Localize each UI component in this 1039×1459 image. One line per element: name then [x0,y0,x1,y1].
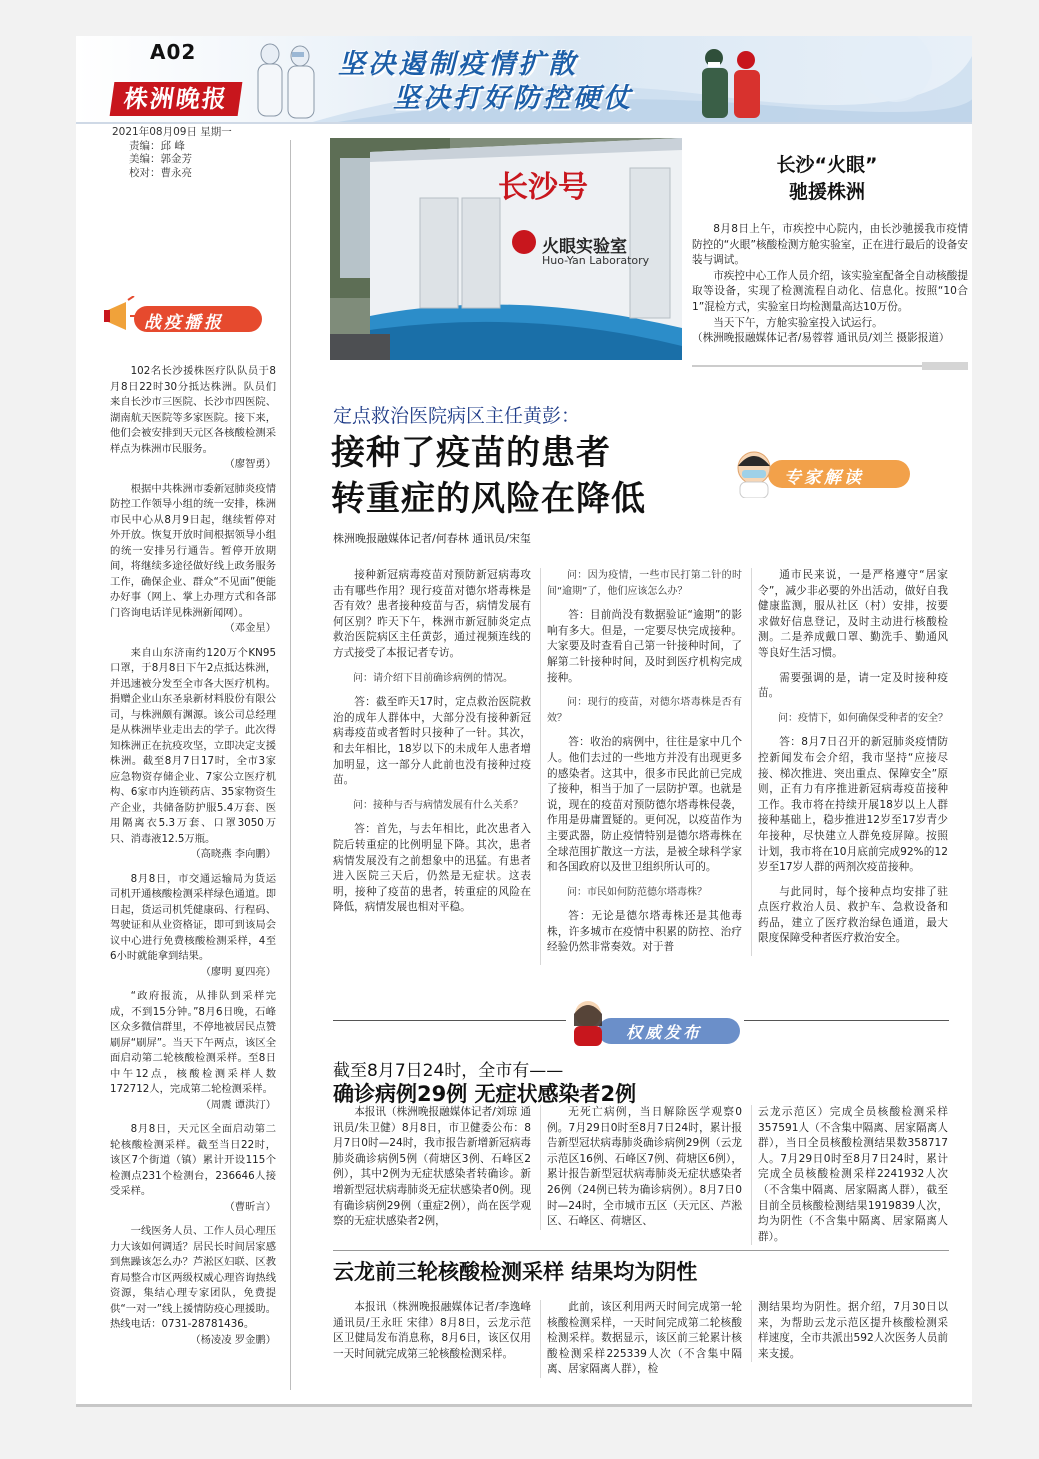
interview-answer: 答：首先，与去年相比，此次患者入院后转重症的比例明显下降。其次，患者病情发展没有之前想象中的迅猛。有患者进入医院三天后，仍然是无症状。这表明，接种了疫苗的患者，转重症的风险在降低，病情发展也相对平稳。 [333,823,531,914]
article-column-2 [540,568,742,965]
article-headline [331,430,646,522]
brief-news-item [110,872,276,981]
interview-question: 问：现行的疫苗，对德尔塔毒株是否有效？ [547,697,742,724]
brief-news-source: （杨凌凌 罗金鹏） [190,1333,276,1346]
section-divider [333,1250,949,1251]
brief-news-item [110,1224,276,1348]
brief-news-text: “政府报流，从排队到采样完成，不到15分钟。”8月6日晚，石峰区众多微信群里，不停地被居民点赞刷屏“刷屏”。当天下午两点，该区全面启动第二轮核酸检测采样。至8日中午12点，核酸检测采样人数172712人，完成第二轮检测采样。 [110,990,276,1095]
interview-question: 问：请介绍下目前确诊病例的情况。 [353,672,513,684]
page-bottom-rule [76,1404,972,1407]
brief-news-text: 102名长沙援株医疗队队员于8月8日22时30分抵达株洲。队员们来自长沙市三医院、长沙市四医院、湖南航天医院等多家医院。接下来，他们会被安排到天元区各核酸检测采样点为株洲市民服务。 [110,365,276,455]
caption-paragraph: 当天下午，方舱实验室投入试运行。 [713,316,883,329]
brief-news-item [110,989,276,1113]
interview-answer: 答：无论是德尔塔毒株还是其他毒株，许多城市在疫情中积累的防控、治疗经验仍然非常奏效。对于普 [547,910,742,954]
interview-question: 问：因为疫情，一些市民打第二针的时间“逾期”了，他们应该怎么办？ [547,570,742,597]
story-column-2 [540,1300,742,1378]
medical-workers-illustration [248,40,328,122]
slogan-line-2: 坚决打好防控硬仗 [393,83,633,114]
brief-news-source: （廖智勇） [224,458,276,470]
story-headline: 云龙前三轮核酸检测采样 结果均为阴性 [333,1260,698,1284]
brief-news-item [110,482,276,637]
article-column-3 [751,568,948,956]
story-column-1 [333,1300,531,1362]
caption-paragraph: 8月8日上午，市疾控中心院内，由长沙驰援我市疫情防控的“火眼”核酸检测方舱实验室，正在进行最后的设备安装与调试。 [692,223,968,267]
report-paragraph: 本报讯（株洲晚报融媒体记者/刘琼 通讯员/朱卫健）8月8日，市卫健委公布：8月7日0时—24时，我市报告新增新冠病毒肺炎确诊病例5例（荷塘区3例、石峰区2例），其中2例为无症状感染者转确诊。新增新型冠状病毒肺炎无症状感染者0例。现有确诊病例29例（重症2例），尚在医学观察的无症状感染者2例， [333,1106,531,1228]
headline-line-1: 接种了疫苗的患者 [331,433,611,473]
authority-badge [566,996,744,1048]
brief-news-text: 一线医务人员、工作人员心理压力大该如何调适？居民长时间居家感到焦躁该怎么办？芦淞区妇联、区教育局整合市区两级权威心理咨询热线资源，集结心理专家团队，免费提供“一对一”线上援情防疫心理援助。热线电话：0731-28781436。 [110,1225,276,1330]
article-kicker: 定点救治医院病区主任黄彭： [333,405,581,427]
brief-news-source: （邓金星） [224,622,276,634]
brief-news-item [110,364,276,473]
slogan-line-1: 坚决遏制疫情扩散 [338,49,578,80]
volunteers-illustration [690,42,770,122]
brief-news-source: （周震 谭洪汀） [200,1098,276,1111]
proofreader: 校对：曹永亮 [129,166,192,179]
page-meta [112,126,232,180]
authority-badge-label: 权威发布 [626,1023,703,1042]
story-paragraph: 测结果均为阴性。据介绍，7月30日以来，为帮助云龙示范区提升核酸检测采样速度，全市共派出592人次医务人员前来支援。 [758,1301,948,1360]
report-column-2 [540,1105,742,1230]
caption-paragraph: 市疾控中心工作人员介绍，该实验室配备全自动核酸提取等设备，实现了检测流程自动化、信息化。按照“10合1”混检方式，实验室日均检测量高达10万份。 [692,269,968,313]
editor: 责编：邱 峰 [129,139,185,152]
interview-answer: 与此同时，每个接种点均安排了驻点医疗救治人员、救护车、急救设备和药品，建立了医疗救治绿色通道，最大限度保障受种者医疗救治安全。 [758,885,948,945]
photo-title-line-2: 驰援株洲 [788,181,865,203]
report-kicker: 截至8月7日24时，全市有—— [333,1061,564,1081]
lab-name-en-text: Huo-Yan Laboratory [542,254,650,267]
brief-news-text: 8月8日，市交通运输局为货运司机开通核酸检测采样绿色通道。即日起，货运司机凭健康码、行程码、驾驶证和从业资格证，即可到该局会议中心进行免费核酸检测采样，4至6小时就能拿到结果。 [110,872,276,962]
interview-answer: 答：目前尚没有数据验证“逾期”的影响有多大。但是，一定要尽快完成接种。大家要及时查看自己第一针接种时间，了解第二针接种时间，及时到医疗机构完成接种。 [547,609,742,684]
headline-line-2: 转重症的风险在降低 [331,479,646,519]
story-paragraph: 此前，该区利用两天时间完成第一轮核酸检测采样，一天时间完成第二轮核酸检测采样。数据显示，该区前三轮累计核酸检测采样225339人次（不含集中隔离、居家隔离人群），检 [547,1301,742,1376]
article-column-1 [333,568,531,925]
designer: 美编：郭金芳 [129,153,192,165]
interview-answer: 需要强调的是，请一定及时接种疫苗。 [758,671,948,700]
expert-badge [728,444,914,498]
report-column-3 [751,1105,948,1245]
photo-credit: （株洲晚报融媒体记者/易蓉蓉 通讯员/刘兰 摄影报道） [692,332,950,345]
left-column-divider [290,140,291,1390]
interview-question: 问：疫情下，如何确保受种者的安全？ [778,712,948,724]
report-paragraph: 云龙示范区）完成全员核酸检测采样357591人（不含集中隔离、居家隔离人群），当日全员核酸检测结果数358717人。7月29日0时至8月7日24时，累计完成全员核酸检测采样2241932人次（不含集中隔离、居家隔离人群），截至目前全员核酸检测结果1919839人次，均为阴性（不含集中隔离、居家隔离人群）。 [758,1106,948,1243]
page-number: A02 [150,40,197,64]
brief-news-text: 8月8日，天元区全面启动第二轮核酸检测采样。截至当日22时，该区7个街道（镇）累计开设115个检测点231个检测台，236646人接受采样。 [110,1123,276,1197]
report-column-1 [333,1105,531,1230]
news-photo [330,138,682,360]
expert-badge-label: 专家解读 [784,468,864,488]
paper-name-logo: 株洲晚报 [110,82,243,116]
photo-caption [692,222,968,347]
brief-news-text: 来自山东济南约120万个KN95口罩，于8月8日下午2点抵达株洲，并迅速被分发至全市各大医疗机构。捐赠企业山东圣泉新材料股份有限公司，与株洲颇有渊源。该公司总经理是从株洲毕业走出去的学子。此次得知株洲正在抗疫攻坚，立即决定支援株洲。截至8月7日17时，全市3家应急物资存储企业、7家公立医疗机构、6家市内连锁药店、35家物资生产企业，共储备防护服5.4万套、医用隔离衣5.3万套、口罩3050万只、消毒液12.5万瓶。 [110,646,276,845]
caption-decorative-rule [692,362,968,370]
interview-answer: 接种新冠病毒疫苗对预防新冠病毒攻击有哪些作用？现行疫苗对德尔塔毒株是否有效？患者接种疫苗与否，病情发展有何区别？昨天下午，株洲市新冠肺炎定点救治医院病区主任黄彭，通过视频连线的方式接受了本报记者专访。 [333,569,531,659]
broadcast-badge-label: 战疫播报 [144,313,224,333]
interview-answer: 通市民来说，一是严格遵守“居家令”，减少非必要的外出活动，做好自我健康监测，服从社区（村）安排，按要求做好信息登记，及时主动进行核酸检测。二是养成戴口罩、勤洗手、勤通风等良好生活习惯。 [758,569,948,659]
publish-date: 2021年08月09日 星期一 [112,126,232,138]
brief-news-item [110,1122,276,1215]
article-byline: 株洲晚报融媒体记者/何春林 通讯员/宋玺 [333,532,531,545]
photo-title-line-1: 长沙“火眼” [776,154,878,176]
interview-answer: 答：收治的病例中，往往是家中几个人。他们去过的一些地方并没有出现更多的感染者。这其中，很多市民此前已完成了接种，相当于加了一层防护罩。也就是说，现在的疫苗对预防德尔塔毒株侵袭，作用是毋庸置疑的。更何况，以疫苗作为主要武器，防止疫情特别是德尔塔毒株在全球范围扩散这一方法，是被全球科学家和各国政府以及世卫组织所认可的。 [547,736,742,874]
interview-answer: 答：8月7日召开的新冠肺炎疫情防控新闻发布会介绍，我市坚持“应接尽接、梯次推进、突出重点、保障安全”原则，正有力有序推进新冠病毒疫苗接种工作。我市将在持续开展18岁以上人群接种基础上，稳步推进12岁至17岁青少年接种，尽快建立人群免疫屏障。按照计划，我市将在10月底前完成92%的12岁至17岁人群的两剂次疫苗接种。 [758,736,948,874]
photo-title [702,152,952,206]
story-column-3 [751,1300,948,1362]
report-headline: 确诊病例29例 无症状感染者2例 [333,1082,637,1106]
lab-name-text: 火眼实验室 [542,237,627,257]
brief-news-text: 根据中共株洲市委新冠肺炎疫情防控工作领导小组的统一安排，株洲市民中心从8月9日起，继续暂停对外开放。恢复开放时间根据领导小组的统一安排另行通告。暂停开放期间，将继续多途径做好线上政务服务工作，确保企业、群众“不见面”便能办好事（网上、掌上办理方式和各部门咨询电话详见株洲新闻网）。 [110,482,276,619]
brief-news-column [110,364,276,1357]
report-paragraph: 无死亡病例，当日解除医学观察0例。7月29日0时至8月7日24时，累计报告新型冠状病毒肺炎确诊病例29例（云龙示范区16例、石峰区7例、荷塘区6例），累计报告新型冠状病毒肺炎无症状感染者26例（24例已转为确诊病例）。8月7日0时—24时，全市城市五区（天元区、芦淞区、石峰区、荷塘区、 [547,1106,742,1228]
story-paragraph: 本报讯（株洲晚报融媒体记者/李逸峰 通讯员/王永旺 宋律）8月8日，云龙示范区卫健局发布消息称，8月6日，该区仅用一天时间就完成第三轮核酸检测采样。 [333,1301,531,1360]
brief-news-source: （高晓燕 李向鹏） [190,848,276,860]
interview-answer: 答：截至昨天17时，定点救治医院救治的成年人群体中，大部分没有接种新冠病毒疫苗或者暂时只接种了一针。其次，和去年相比，18岁以下的未成年人患者增加明显，这一部分人此前也没有接种过疫苗。 [333,696,531,787]
interview-question: 问：接种与否与病情发展有什么关系？ [353,799,523,811]
brief-news-item [110,646,276,863]
brief-news-source: （曹昕言） [224,1200,276,1213]
broadcast-badge [104,296,266,336]
brief-news-source: （廖明 夏四亮） [200,965,276,978]
interview-question: 问：市民如何防范德尔塔毒株？ [567,886,707,898]
container-sign-text: 长沙号 [498,170,588,205]
